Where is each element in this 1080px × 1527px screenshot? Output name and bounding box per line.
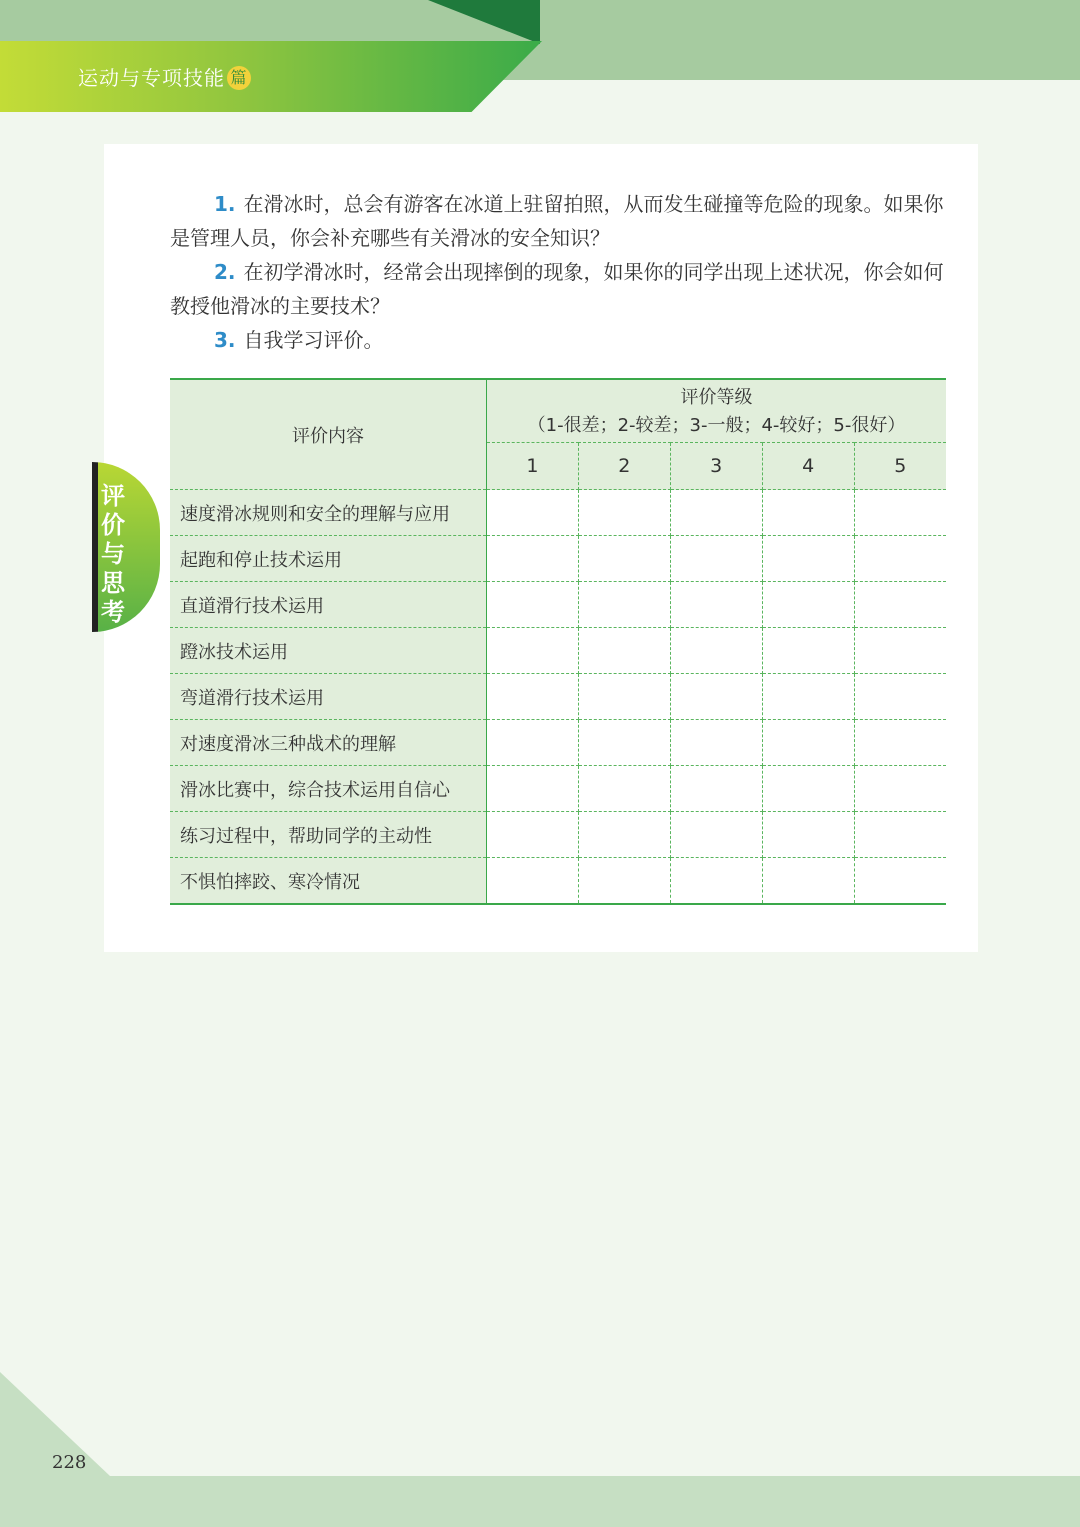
table-row: [170, 720, 946, 766]
rating-cell[interactable]: [578, 858, 670, 905]
rating-cell[interactable]: [487, 858, 579, 905]
rating-cell[interactable]: [670, 628, 762, 674]
question-text: 自我学习评价。: [243, 328, 384, 352]
row-label: 弯道滑行技术运用: [170, 674, 487, 720]
table-row: [170, 490, 946, 536]
row-label: 速度滑冰规则和安全的理解与应用: [170, 490, 487, 536]
rating-cell[interactable]: [578, 766, 670, 812]
rating-cell[interactable]: [670, 490, 762, 536]
rating-cell[interactable]: [578, 812, 670, 858]
level-3-header: 3: [670, 443, 762, 490]
rating-cell[interactable]: [670, 812, 762, 858]
table-row: [170, 582, 946, 628]
rating-cell[interactable]: [487, 490, 579, 536]
rating-cell[interactable]: [487, 766, 579, 812]
rating-cell[interactable]: [762, 582, 854, 628]
question-text: 在初学滑冰时，经常会出现摔倒的现象，如果你的同学出现上述状况，你会如何教授他滑冰的主要技术？: [170, 260, 944, 318]
rating-cell[interactable]: [854, 490, 946, 536]
rating-cell[interactable]: [854, 720, 946, 766]
side-tab-label: 评价与思考: [101, 482, 125, 626]
level-header-legend: （1-很差；2-较差；3-一般；4-较好；5-很好）: [527, 415, 906, 436]
table-row: [170, 536, 946, 582]
level-header-title: 评价等级: [680, 387, 753, 408]
table-row: [170, 858, 946, 905]
level-5-header: 5: [854, 443, 946, 490]
question-number: 3.: [214, 328, 236, 352]
rating-cell[interactable]: [762, 674, 854, 720]
rating-cell[interactable]: [578, 582, 670, 628]
rating-cell[interactable]: [854, 858, 946, 905]
rating-cell[interactable]: [487, 720, 579, 766]
level-4-header: 4: [762, 443, 854, 490]
self-evaluation-table: [170, 378, 946, 905]
level-2-header: 2: [578, 443, 670, 490]
rating-cell[interactable]: [854, 536, 946, 582]
question-number: 1.: [214, 192, 236, 216]
rating-cell[interactable]: [487, 582, 579, 628]
question-3: [170, 323, 960, 357]
table-row: [170, 812, 946, 858]
level-1-header: 1: [487, 443, 579, 490]
question-number: 2.: [214, 260, 236, 284]
rating-cell[interactable]: [854, 812, 946, 858]
section-title-text: 运动与专项技能: [78, 66, 225, 90]
table-header-row: [170, 379, 946, 443]
row-label: 滑冰比赛中，综合技术运用自信心: [170, 766, 487, 812]
rating-cell[interactable]: [670, 582, 762, 628]
rating-cell[interactable]: [762, 766, 854, 812]
rating-cell[interactable]: [487, 536, 579, 582]
rating-cell[interactable]: [854, 628, 946, 674]
rating-cell[interactable]: [578, 490, 670, 536]
row-label: 蹬冰技术运用: [170, 628, 487, 674]
rating-cell[interactable]: [578, 720, 670, 766]
level-column-header: [487, 379, 947, 443]
rating-cell[interactable]: [762, 858, 854, 905]
footer-band: [0, 1476, 1080, 1527]
rating-cell[interactable]: [762, 720, 854, 766]
rating-cell[interactable]: [670, 766, 762, 812]
question-1: [170, 187, 960, 255]
rating-cell[interactable]: [487, 628, 579, 674]
row-label: 起跑和停止技术运用: [170, 536, 487, 582]
page-number: 228: [52, 1452, 87, 1473]
rating-cell[interactable]: [762, 812, 854, 858]
section-badge: 篇: [227, 66, 251, 90]
rating-cell[interactable]: [670, 674, 762, 720]
row-label: 不惧怕摔跤、寒冷情况: [170, 858, 487, 905]
row-label: 直道滑行技术运用: [170, 582, 487, 628]
rating-cell[interactable]: [670, 858, 762, 905]
rating-cell[interactable]: [670, 720, 762, 766]
rating-cell[interactable]: [487, 674, 579, 720]
rating-cell[interactable]: [854, 582, 946, 628]
rating-cell[interactable]: [762, 536, 854, 582]
rating-cell[interactable]: [578, 628, 670, 674]
table-row: [170, 766, 946, 812]
section-title: [78, 62, 251, 94]
rating-cell[interactable]: [762, 490, 854, 536]
rating-cell[interactable]: [578, 536, 670, 582]
rating-cell[interactable]: [670, 536, 762, 582]
rating-cell[interactable]: [487, 812, 579, 858]
row-label: 练习过程中，帮助同学的主动性: [170, 812, 487, 858]
question-text: 在滑冰时，总会有游客在冰道上驻留拍照，从而发生碰撞等危险的现象。如果你是管理人员，你会补充哪些有关滑冰的安全知识？: [170, 192, 944, 250]
rating-cell[interactable]: [578, 674, 670, 720]
question-2: [170, 255, 960, 323]
table-row: [170, 628, 946, 674]
table-row: [170, 674, 946, 720]
row-label: 对速度滑冰三种战术的理解: [170, 720, 487, 766]
rating-cell[interactable]: [854, 674, 946, 720]
rating-cell[interactable]: [762, 628, 854, 674]
content-column-header: 评价内容: [170, 379, 487, 490]
rating-cell[interactable]: [854, 766, 946, 812]
